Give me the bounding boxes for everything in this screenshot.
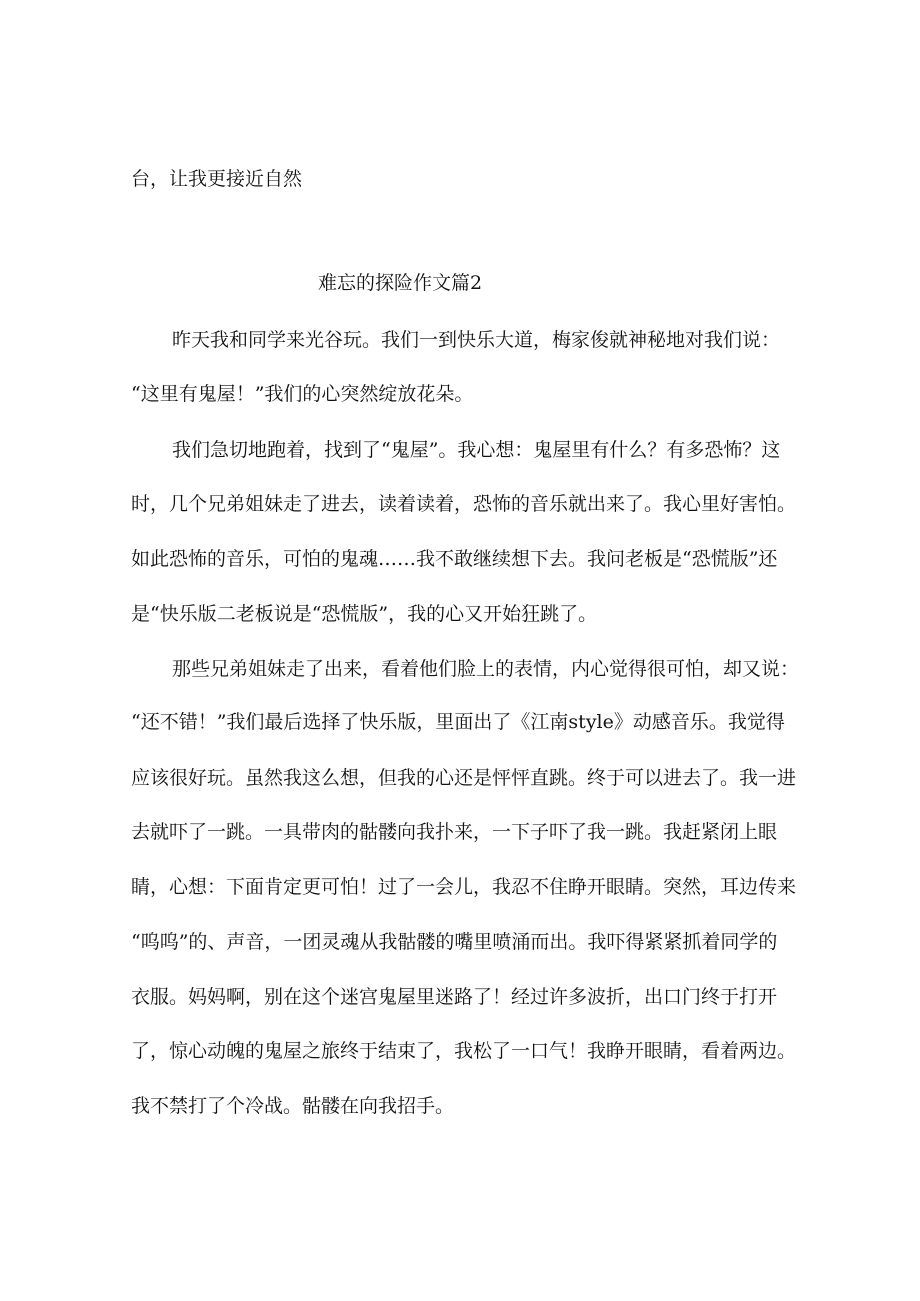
text-line: “还不错！”我们最后选择了快乐版，里面出了《江南style》动感音乐。我觉得 xyxy=(131,711,785,733)
continuation-line: 台，让我更接近自然 xyxy=(131,168,303,190)
text-line: 应该很好玩。虽然我这么想，但我的心还是怦怦直跳。终于可以进去了。我一进 xyxy=(131,767,797,789)
text-line: 了，惊心动魄的鬼屋之旅终于结束了，我松了一口气！我睁开眼睛，看着两边。 xyxy=(131,1040,797,1062)
text-line: 是“快乐版二老板说是“恐慌版”，我的心又开始狂跳了。 xyxy=(131,603,598,625)
text-line: 昨天我和同学来光谷玩。我们一到快乐大道，梅家俊就神秘地对我们说： xyxy=(172,329,781,351)
text-line: 时，几个兄弟姐妹走了进去，读着读着，恐怖的音乐就出来了。我心里好害怕。 xyxy=(131,493,797,515)
text-line: 衣服。妈妈啊，别在这个迷宫鬼屋里迷路了！经过许多波折，出口门终于打开 xyxy=(131,986,778,1008)
text-line: 如此恐怖的音乐，可怕的鬼魂……我不敢继续想下去。我问老板是“恐慌版”还 xyxy=(131,548,778,570)
text-line: 睛，心想：下面肯定更可怕！过了一会儿，我忍不住睁开眼睛。突然，耳边传来 xyxy=(131,876,797,898)
essay-title: 难忘的探险作文篇2 xyxy=(318,272,483,294)
text-line: 我不禁打了个冷战。骷髅在向我招手。 xyxy=(131,1095,455,1117)
text-line: 我们急切地跑着，找到了“鬼屋”。我心想：鬼屋里有什么？有多恐怖？这 xyxy=(172,439,781,461)
text-line: 那些兄弟姐妹走了出来，看着他们脸上的表情，内心觉得很可怕，却又说： xyxy=(172,658,800,680)
text-line: “呜呜”的、声音，一团灵魂从我骷髅的嘴里喷涌而出。我吓得紧紧抓着同学的 xyxy=(131,931,778,953)
text-line: “这里有鬼屋！”我们的心突然绽放花朵。 xyxy=(131,383,474,405)
text-line: 去就吓了一跳。一具带肉的骷髅向我扑来，一下子吓了我一跳。我赶紧闭上眼 xyxy=(131,821,778,843)
